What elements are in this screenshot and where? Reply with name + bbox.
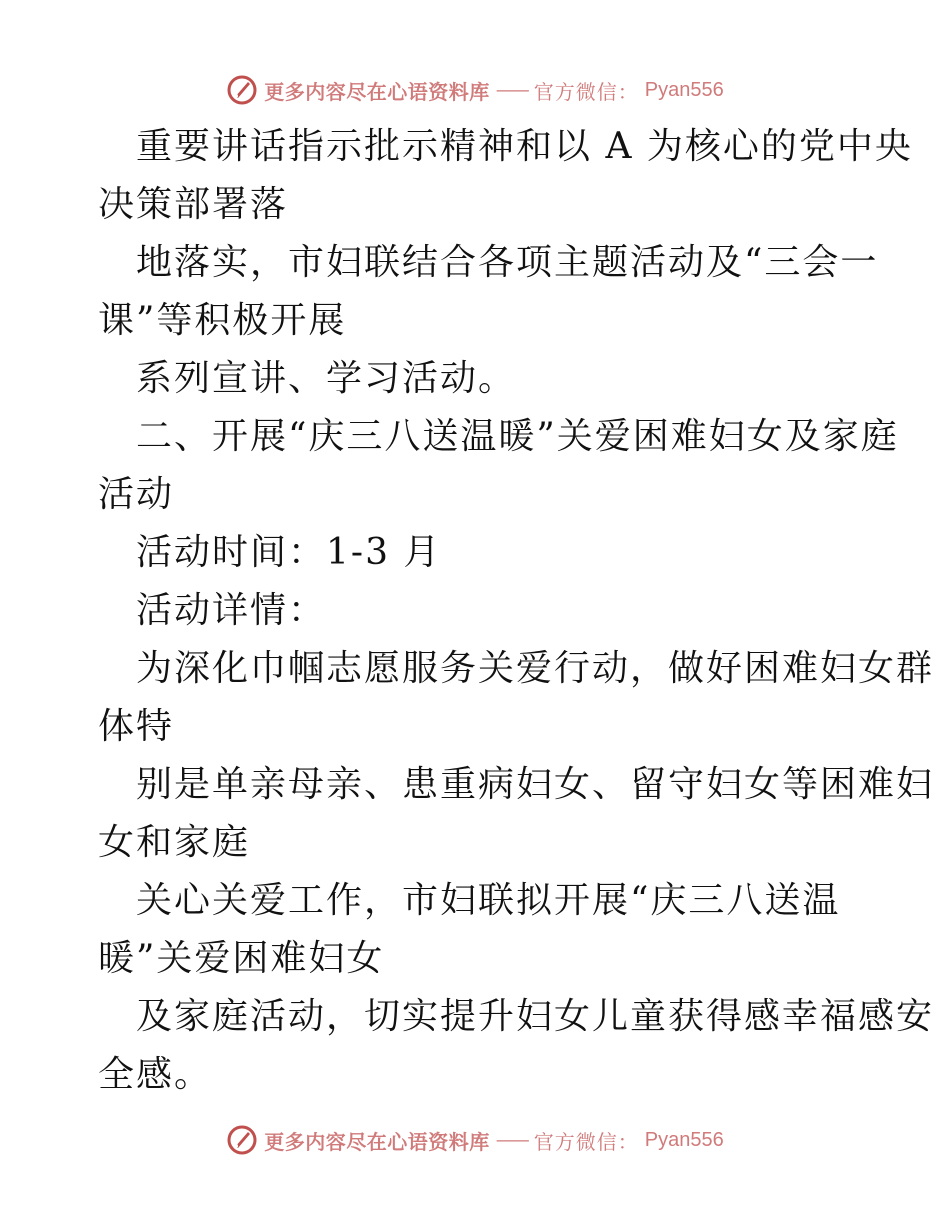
activity-details-label: 活动详情： — [136, 590, 327, 631]
feather-pen-logo-icon — [226, 74, 258, 106]
banner-site-text: 更多内容尽在心语资料库 — [264, 79, 490, 104]
body-line: 重要讲话指示批示精神和以 A 为核心的党中央 — [136, 126, 913, 167]
body-line: 女和家庭 — [98, 822, 251, 863]
feather-pen-logo-icon — [226, 1124, 258, 1156]
activity-time: 活动时间：1-3 月 — [136, 532, 442, 573]
body-line: 全感。 — [98, 1054, 213, 1095]
banner-wechat-label: 官方微信： — [533, 79, 639, 104]
body-line: 课”等积极开展 — [98, 300, 347, 341]
body-line: 体特 — [98, 706, 175, 747]
banner-dash: —— — [495, 79, 528, 101]
body-line: 决策部署落 — [98, 184, 289, 225]
body-line: 地落实，市妇联结合各项主题活动及“三会一 — [136, 242, 879, 283]
header-banner — [0, 70, 950, 110]
banner-wechat-id: Pyan556 — [644, 78, 724, 101]
footer-banner — [0, 1120, 950, 1160]
body-line: 及家庭活动，切实提升妇女儿童获得感幸福感安 — [136, 996, 935, 1037]
banner-site-text: 更多内容尽在心语资料库 — [264, 1129, 490, 1154]
body-line: 关心关爱工作，市妇联拟开展“庆三八送温 — [136, 880, 841, 921]
banner-wechat-label: 官方微信： — [533, 1129, 639, 1154]
banner-dash: —— — [495, 1129, 528, 1151]
body-line: 系列宣讲、学习活动。 — [136, 358, 517, 399]
banner-wechat-id: Pyan556 — [644, 1128, 724, 1151]
body-line: 暖”关爱困难妇女 — [98, 938, 385, 979]
body-line: 别是单亲母亲、患重病妇女、留守妇女等困难妇 — [136, 764, 935, 805]
body-line: 为深化巾帼志愿服务关爱行动，做好困难妇女群 — [136, 648, 935, 689]
section-heading: 二、开展“庆三八送温暖”关爱困难妇女及家庭 — [136, 416, 899, 457]
document-body — [98, 118, 935, 1104]
section-heading-continued: 活动 — [98, 474, 175, 515]
